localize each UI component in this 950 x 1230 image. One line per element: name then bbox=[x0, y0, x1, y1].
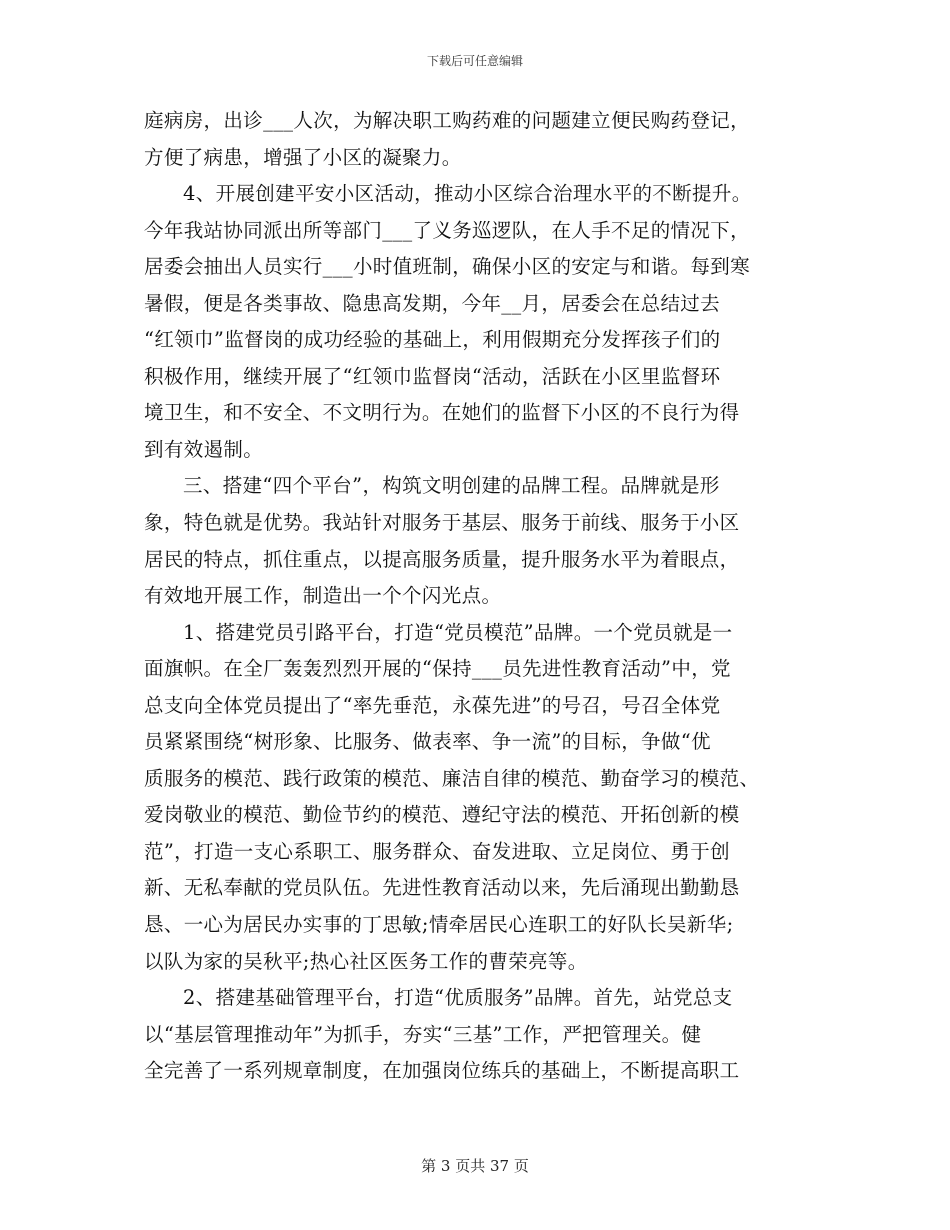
body-line: 总支向全体党员提出了“率先垂范，永葆先进”的号召，号召全体党 bbox=[144, 693, 721, 717]
body-line: 居民的特点，抓住重点，以提高服务质量，提升服务水平为着眼点， bbox=[144, 547, 740, 571]
body-line: 恳、一心为居民办实事的丁思敏;情牵居民心连职工的好队长吴新华; bbox=[144, 913, 734, 937]
page-header: 下载后可任意编辑 bbox=[426, 54, 523, 68]
body-line: 4、开展创建平安小区活动，推动小区综合治理水平的不断提升。 bbox=[183, 182, 752, 206]
body-line: 方便了病患，增强了小区的凝聚力。 bbox=[144, 145, 462, 169]
body-line: 暑假，便是各类事故、隐患高发期，今年__月，居委会在总结过去 bbox=[144, 291, 721, 315]
body-line: 爱岗敬业的模范、勤俭节约的模范、遵纪守法的模范、开拓创新的模 bbox=[144, 803, 740, 827]
body-line: 员紧紧围绕“树形象、比服务、做表率、争一流”的目标，争做“优 bbox=[144, 730, 711, 754]
body-line: 三、搭建“四个平台”，构筑文明创建的品牌工程。品牌就是形 bbox=[183, 474, 720, 498]
body-line: 象，特色就是优势。我站针对服务于基层、服务于前线、服务于小区 bbox=[144, 511, 740, 535]
body-line: 全完善了一系列规章制度，在加强岗位练兵的基础上，不断提高职工 bbox=[144, 1059, 740, 1083]
body-line: 有效地开展工作，制造出一个个闪光点。 bbox=[144, 584, 502, 608]
body-line: 范”，打造一支心系职工、服务群众、奋发进取、立足岗位、勇于创 bbox=[144, 839, 730, 863]
body-line: 到有效遏制。 bbox=[144, 437, 264, 461]
body-line: 质服务的模范、践行政策的模范、廉洁自律的模范、勤奋学习的模范、 bbox=[144, 766, 760, 790]
body-line: 2、搭建基础管理平台，打造“优质服务”品牌。首先，站党总支 bbox=[183, 986, 733, 1010]
body-line: 以队为家的吴秋平;热心社区医务工作的曹荣亮等。 bbox=[144, 949, 588, 973]
body-line: 居委会抽出人员实行___小时值班制，确保小区的安定与和谐。每到寒 bbox=[144, 255, 750, 279]
body-line: 以“基层管理推动年”为抓手，夯实“三基”工作，严把管理关。健 bbox=[144, 1022, 702, 1046]
body-line: 面旗帜。在全厂轰轰烈烈开展的“保持___员先进性教育活动”中，党 bbox=[144, 657, 731, 681]
body-line: “红领巾”监督岗的成功经验的基础上，利用假期充分发挥孩子们的 bbox=[144, 328, 721, 352]
document-body bbox=[144, 103, 808, 1090]
body-line: 庭病房，出诊___人次，为解决职工购药难的问题建立便民购药登记， bbox=[144, 109, 750, 132]
page-footer: 第 3 页共 37 页 bbox=[421, 1157, 529, 1175]
body-line: 积极作用，继续开展了“红领巾监督岗“活动，活跃在小区里监督环 bbox=[144, 364, 721, 388]
body-line: 今年我站协同派出所等部门___了义务巡逻队，在人手不足的情况下， bbox=[144, 218, 750, 242]
body-line: 1、搭建党员引路平台，打造“党员模范”品牌。一个党员就是一 bbox=[183, 620, 733, 644]
body-line: 境卫生，和不安全、不文明行为。在她们的监督下小区的不良行为得 bbox=[144, 401, 740, 425]
body-line: 新、无私奉献的党员队伍。先进性教育活动以来，先后涌现出勤勤恳 bbox=[144, 876, 740, 900]
